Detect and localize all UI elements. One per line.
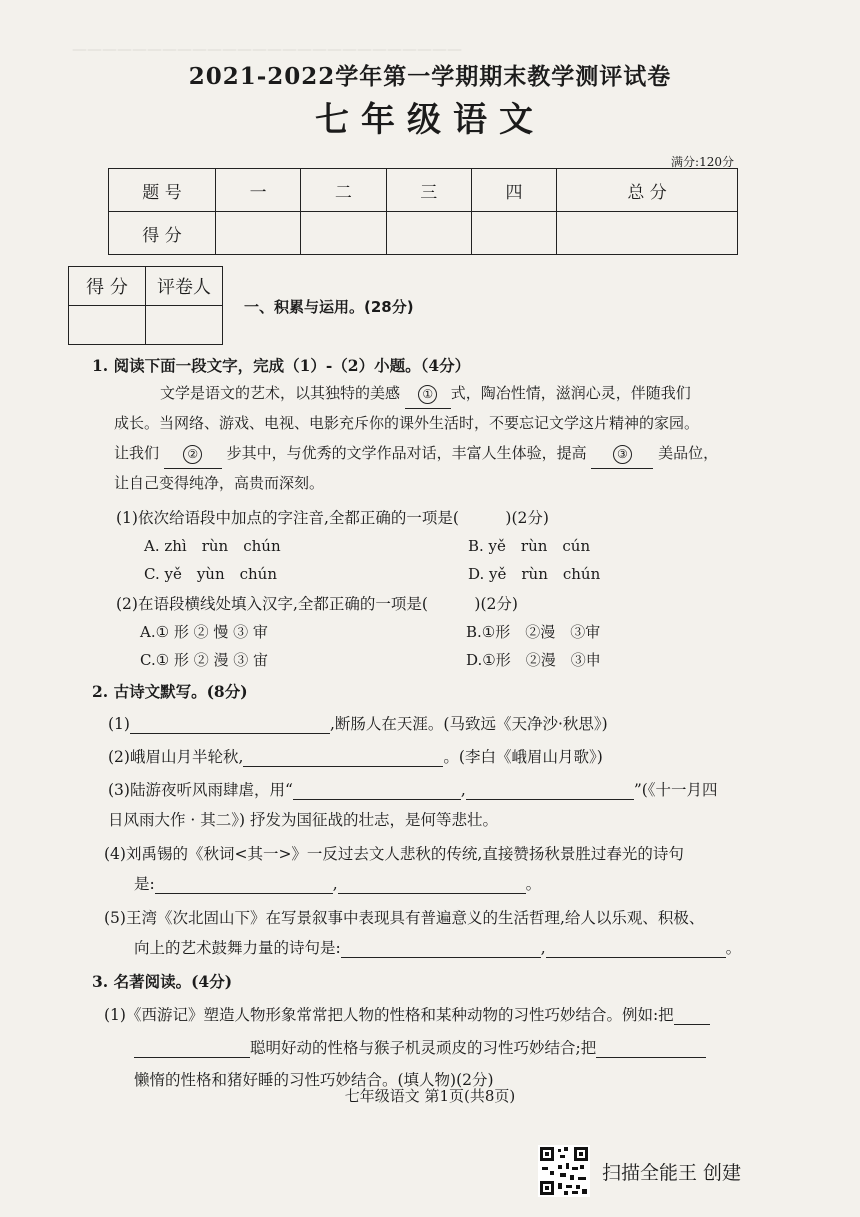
q3-line-1 [104, 1003, 710, 1025]
q1-sub1-stem: (1)依次给语段中加点的字注音,全都正确的一项是( )(2分) [116, 509, 549, 527]
q1-text: 文学是语文的艺术，以其独特的美感 [160, 384, 401, 402]
q1-stem: 1. 阅读下面一段文字，完成（1）-（2）小题。（4分） [92, 356, 471, 375]
q1-blank-3[interactable] [591, 438, 653, 469]
scanner-watermark: 扫描全能王 创建 [602, 1162, 742, 1184]
q2-text: , [332, 875, 338, 893]
q1-sub1-option-a[interactable]: A. zhì rùn chún [144, 537, 281, 555]
q2-text: 向上的艺术鼓舞力量的诗句是: [134, 939, 341, 957]
score-cell [386, 212, 471, 255]
q2-text: ”(《十一月四 [633, 781, 718, 799]
q2-text: , [460, 781, 466, 799]
q1-para-line: 让自己变得纯净，高贵而深刻。 [114, 474, 325, 492]
q2-blank-2[interactable] [243, 748, 443, 767]
q1-text: 式，陶冶性情，滋润心灵，伴随我们 [450, 384, 691, 402]
q1-blank-2[interactable] [164, 438, 222, 469]
grader-score-cell [69, 306, 146, 345]
section-1-title: 一、积累与运用。(28分) [244, 298, 414, 316]
q1-para-line [160, 378, 691, 409]
grader-name-label: 评卷人 [146, 267, 223, 306]
score-header-cell: 四 [471, 169, 556, 212]
score-cell [471, 212, 556, 255]
grader-score-label: 得 分 [69, 267, 146, 306]
q3-blank-1b[interactable] [134, 1039, 250, 1058]
q1-text: 美品位， [658, 444, 719, 462]
q2-line-4-cont [134, 872, 541, 894]
q1-blank-1[interactable] [405, 378, 451, 409]
q1-sub2-option-b[interactable]: B.①形 ②漫 ③审 [466, 623, 601, 641]
grader-box [68, 266, 223, 345]
q2-text: (2)峨眉山月半轮秋, [108, 748, 244, 766]
q2-text: 是: [134, 875, 155, 893]
q3-text: (1)《西游记》塑造人物形象常常把人物的性格和某种动物的习性巧妙结合。例如:把 [104, 1006, 674, 1024]
q1-sub2-option-d[interactable]: D.①形 ②漫 ③申 [466, 651, 601, 669]
q2-line-3-cont: 日风雨大作 · 其二》) 抒发为国征战的壮志，是何等悲壮。 [108, 811, 499, 829]
score-header-cell: 一 [216, 169, 301, 212]
q2-stem: 2. 古诗文默写。(8分) [92, 682, 248, 701]
q1-para-line [114, 438, 718, 469]
exam-title: 2021-2022学年第一学期期末教学测评试卷 [188, 63, 672, 90]
q2-blank-3[interactable] [293, 781, 461, 800]
score-cell [216, 212, 301, 255]
qr-code-icon [538, 1145, 590, 1197]
score-header-cell: 二 [301, 169, 386, 212]
q3-blank-2[interactable] [596, 1039, 706, 1058]
q3-stem: 3. 名著阅读。(4分) [92, 972, 233, 991]
score-row-label: 得 分 [109, 212, 216, 255]
q1-sub1-option-c[interactable]: C. yě yùn chún [144, 565, 278, 583]
q2-blank-7[interactable] [341, 939, 541, 958]
score-header-cell: 总 分 [557, 169, 738, 212]
q3-blank-1a[interactable] [674, 1006, 710, 1025]
q1-text: 步其中，与优秀的文学作品对话，丰富人生体验，提高 [226, 444, 587, 462]
score-table-header-row [109, 169, 738, 212]
q2-blank-8[interactable] [546, 939, 726, 958]
q2-text: 。(李白《峨眉山月歌》) [443, 748, 603, 766]
score-cell [301, 212, 386, 255]
q2-line-5: (5)王湾《次北固山下》在写景叙事中表现具有普遍意义的生活哲理,给人以乐观、积极、 [104, 909, 705, 927]
q3-line-3: 懒惰的性格和猪好睡的习性巧妙结合。(填人物)(2分) [134, 1071, 494, 1089]
exam-subtitle: 七年级语文 [315, 100, 545, 140]
q1-sub1-option-b[interactable]: B. yě rùn cún [468, 537, 591, 555]
bleed-through-text: —————————————————————————— [72, 40, 462, 58]
q2-blank-1[interactable] [130, 715, 330, 734]
q1-mark-1: ① [418, 385, 437, 404]
q2-text: 。 [725, 939, 742, 957]
q3-text: 聪明好动的性格与猴子机灵顽皮的习性巧妙结合;把 [250, 1039, 597, 1057]
full-mark: 满分:120分 [671, 155, 734, 169]
q2-text: , [540, 939, 546, 957]
q2-blank-5[interactable] [155, 875, 333, 894]
score-header-cell: 题 号 [109, 169, 216, 212]
q2-text: (3)陆游夜听风雨肆虐，用“ [108, 781, 293, 799]
q1-sub1-option-d[interactable]: D. yě rùn chún [468, 565, 601, 583]
q1-sub2-stem: (2)在语段横线处填入汉字,全都正确的一项是( )(2分) [116, 595, 518, 613]
score-header-cell: 三 [386, 169, 471, 212]
q2-line-3 [108, 778, 718, 800]
q2-line-2 [108, 745, 603, 767]
q2-line-4: (4)刘禹锡的《秋词<其一>》一反过去文人悲秋的传统,直接赞扬秋景胜过春光的诗句 [104, 845, 684, 863]
q2-blank-4[interactable] [466, 781, 634, 800]
q2-line-5-cont [134, 936, 741, 958]
q3-line-2 [134, 1036, 706, 1058]
score-table [108, 168, 738, 255]
q1-mark-2: ② [183, 445, 202, 464]
score-cell [557, 212, 738, 255]
q1-sub2-option-a[interactable]: A.① 形 ② 慢 ③ 审 [140, 623, 268, 641]
score-table-score-row [109, 212, 738, 255]
q1-para-line: 成长。当网络、游戏、电视、电影充斥你的课外生活时，不要忘记文学这片精神的家园。 [114, 414, 700, 432]
q2-text: 。 [525, 875, 542, 893]
q2-line-1 [108, 712, 608, 734]
grader-name-cell [146, 306, 223, 345]
q2-blank-6[interactable] [338, 875, 526, 894]
q1-sub2-option-c[interactable]: C.① 形 ② 漫 ③ 宙 [140, 651, 268, 669]
q2-text: (1) [108, 715, 130, 733]
q1-text: 让我们 [114, 444, 160, 462]
page-footer: 七年级语文 第1页(共8页) [344, 1087, 516, 1105]
q2-text: ,断肠人在天涯。(马致远《天净沙·秋思》) [329, 715, 608, 733]
q1-mark-3: ③ [613, 445, 632, 464]
